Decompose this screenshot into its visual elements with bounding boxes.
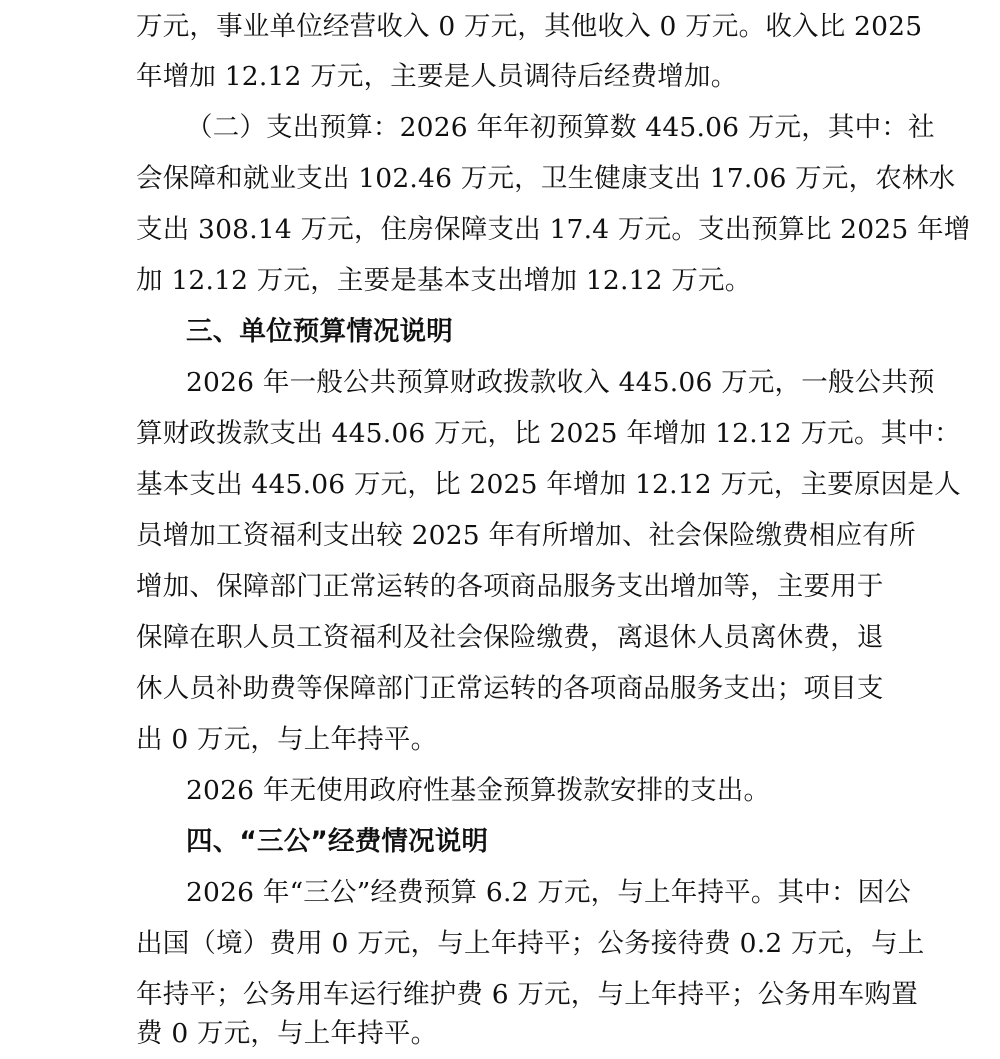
body-line: 2026 年无使用政府性基金预算拨款安排的支出。 — [186, 775, 771, 806]
body-line: 年持平；公务用车运行维护费 6 万元，与上年持平；公务用车购置 — [136, 979, 918, 1010]
body-line: 休人员补助费等保障部门正常运转的各项商品服务支出；项目支 — [136, 673, 884, 704]
body-line: 出国（境）费用 0 万元，与上年持平；公务接待费 0.2 万元，与上 — [136, 928, 925, 959]
body-line: 2026 年“三公”经费预算 6.2 万元，与上年持平。其中：因公 — [186, 877, 912, 908]
body-line: 年增加 12.12 万元，主要是人员调待后经费增加。 — [136, 61, 738, 92]
body-line: 算财政拨款支出 445.06 万元，比 2025 年增加 12.12 万元。其中： — [136, 418, 961, 449]
body-line: 出 0 万元，与上年持平。 — [136, 724, 438, 755]
body-line: 员增加工资福利支出较 2025 年有所增加、社会保险缴费相应有所 — [136, 520, 916, 551]
section-heading: 三、单位预算情况说明 — [186, 316, 453, 347]
body-line: 万元，事业单位经营收入 0 万元，其他收入 0 万元。收入比 2025 — [136, 11, 923, 42]
body-line: 费 0 万元，与上年持平。 — [136, 1018, 438, 1049]
body-line: 支出 308.14 万元，住房保障支出 17.4 万元。支出预算比 2025 年增 — [136, 214, 971, 245]
body-line: 保障在职人员工资福利及社会保险缴费，离退休人员离休费，退 — [136, 622, 884, 653]
body-line: （二）支出预算：2026 年年初预算数 445.06 万元，其中：社 — [186, 112, 935, 143]
body-line: 增加、保障部门正常运转的各项商品服务支出增加等，主要用于 — [136, 571, 884, 602]
body-line: 加 12.12 万元，主要是基本支出增加 12.12 万元。 — [136, 265, 752, 296]
body-line: 会保障和就业支出 102.46 万元，卫生健康支出 17.06 万元，农林水 — [136, 163, 956, 194]
body-line: 基本支出 445.06 万元，比 2025 年增加 12.12 万元，主要原因是人 — [136, 469, 961, 500]
section-heading: 四、“三公”经费情况说明 — [186, 826, 489, 857]
body-line: 2026 年一般公共预算财政拨款收入 445.06 万元，一般公共预 — [186, 367, 935, 398]
